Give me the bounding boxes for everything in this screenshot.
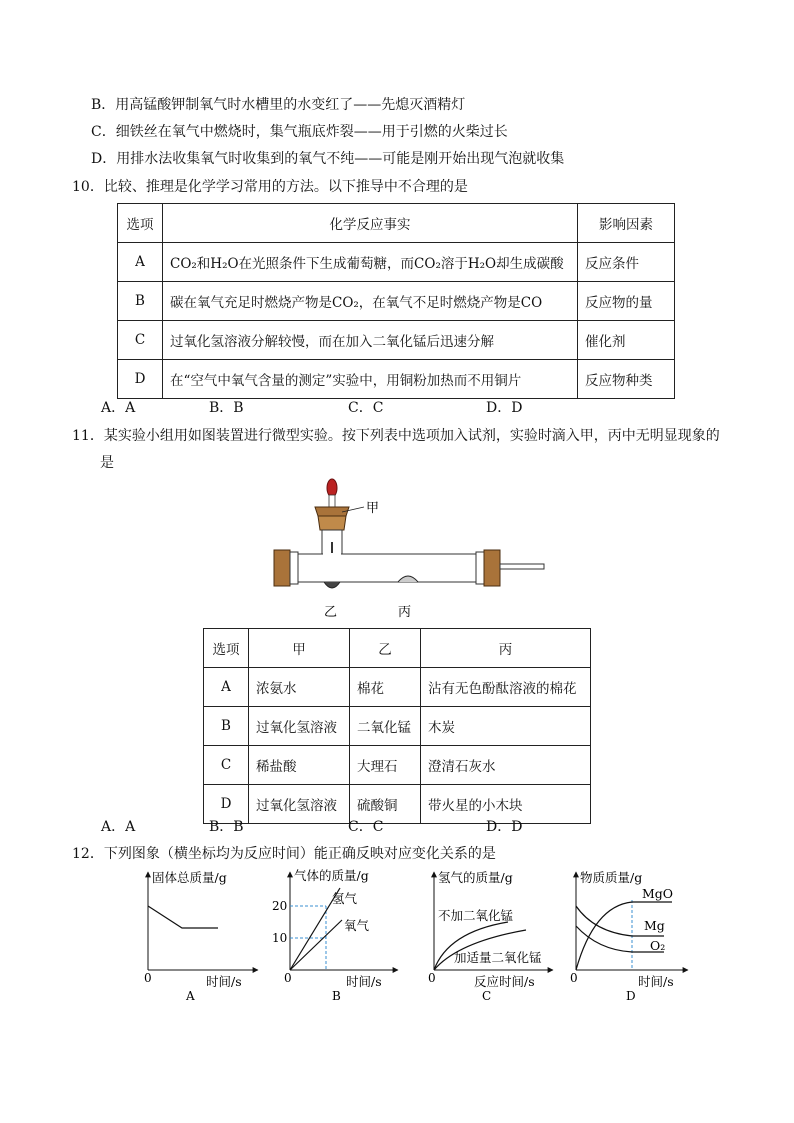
yi-bulge [324, 582, 340, 588]
header-option: 选项 [118, 204, 163, 243]
row-option: A [204, 668, 249, 707]
x-label: 时间/s [346, 974, 382, 989]
y-label: 氢气的质量/g [438, 870, 513, 885]
tick-20: 20 [272, 899, 288, 913]
q10-choice-a: A．A [101, 400, 136, 416]
y-label: 气体的质量/g [294, 868, 369, 883]
graph-b [270, 866, 405, 1006]
row-bing: 带火星的小木块 [421, 785, 591, 824]
right-collar [476, 552, 484, 584]
x-label: 时间/s [638, 974, 674, 989]
q11-choice-b: B．B [209, 819, 244, 835]
table-row [118, 243, 675, 282]
left-stopper [274, 550, 290, 586]
label-yi: 乙 [324, 605, 338, 620]
row-bing: 木炭 [421, 707, 591, 746]
y-label: 固体总质量/g [152, 870, 227, 885]
curve-label-no-catalyst: 不加二氧化锰 [438, 908, 514, 923]
q11-choice-a: A．A [101, 819, 136, 835]
row-jia: 过氧化氢溶液 [249, 785, 350, 824]
hydrogen-label: 氢气 [332, 891, 358, 906]
origin-label: 0 [284, 971, 292, 985]
q10-table [117, 203, 675, 399]
header-factor: 影响因素 [578, 204, 675, 243]
q10-stem: 10．比较、推理是化学学习常用的方法。以下推导中不合理的是 [72, 179, 468, 195]
caption: C [482, 989, 492, 1003]
oxygen-label: 氧气 [344, 918, 370, 933]
row-factor: 反应物种类 [578, 360, 675, 399]
q11-stem-line1: 11．某实验小组用如图装置进行微型实验。按下列表中选项加入试剂，实验时滴入甲，丙中无明显现象的 [72, 428, 720, 444]
q9-option-b: B．用高锰酸钾制氧气时水槽里的水变红了——先熄灭酒精灯 [91, 97, 466, 113]
row-fact: 碳在氧气充足时燃烧产物是CO₂，在氧气不足时燃烧产物是CO [163, 282, 578, 321]
row-jia: 过氧化氢溶液 [249, 707, 350, 746]
dropper-bulb [327, 479, 337, 497]
label-jia: 甲 [366, 501, 380, 516]
table-row [204, 707, 591, 746]
header-yi: 乙 [350, 629, 421, 668]
table-header-row [204, 629, 591, 668]
graph-d [564, 866, 694, 1006]
row-yi: 大理石 [350, 746, 421, 785]
row-yi: 二氧化锰 [350, 707, 421, 746]
apparatus-diagram [260, 470, 560, 620]
row-option: C [118, 321, 163, 360]
q9-option-c: C．细铁丝在氧气中燃烧时，集气瓶底炸裂——用于引燃的火柴过长 [91, 124, 508, 140]
row-factor: 催化剂 [578, 321, 675, 360]
row-option: B [204, 707, 249, 746]
row-bing: 沾有无色酚酞溶液的棉花 [421, 668, 591, 707]
left-collar [290, 552, 298, 584]
mg-label: Mg [644, 918, 665, 933]
caption: A [186, 989, 195, 1003]
origin-label: 0 [144, 971, 152, 985]
row-yi: 棉花 [350, 668, 421, 707]
dropper-stem [329, 495, 335, 507]
right-stopper [484, 550, 500, 586]
tick-10: 10 [272, 931, 288, 945]
q11-choice-d: D．D [486, 819, 523, 835]
row-jia: 稀盐酸 [249, 746, 350, 785]
table-row [118, 321, 675, 360]
table-row [118, 360, 675, 399]
row-fact: 过氧化氢溶液分解较慢，而在加入二氧化锰后迅速分解 [163, 321, 578, 360]
q11-choice-c: C．C [348, 819, 384, 835]
q9-option-d: D．用排水法收集氧气时收集到的氧气不纯——可能是刚开始出现气泡就收集 [91, 151, 565, 167]
o2-label: O₂ [650, 938, 666, 953]
table-row [204, 668, 591, 707]
q10-choice-b: B．B [209, 400, 244, 416]
curve-label-with-catalyst: 加适量二氧化锰 [454, 950, 542, 965]
outlet-tube [500, 564, 544, 569]
q12-stem: 12．下列图象（横坐标均为反应时间）能正确反映对应变化关系的是 [72, 846, 496, 862]
main-tube [292, 554, 492, 582]
solid-mass-line [148, 906, 218, 928]
x-label: 时间/s [206, 974, 242, 989]
header-bing: 丙 [421, 629, 591, 668]
table-row [118, 282, 675, 321]
row-yi: 硫酸铜 [350, 785, 421, 824]
row-bing: 澄清石灰水 [421, 746, 591, 785]
graph-c [418, 866, 558, 1006]
header-jia: 甲 [249, 629, 350, 668]
table-row [204, 785, 591, 824]
row-option: C [204, 746, 249, 785]
mgo-label: MgO [642, 886, 674, 901]
header-option: 选项 [204, 629, 249, 668]
tube-joint [323, 553, 341, 556]
row-factor: 反应条件 [578, 243, 675, 282]
row-option: B [118, 282, 163, 321]
q11-stem-line2: 是 [100, 455, 114, 471]
top-stopper-lower [318, 516, 346, 530]
caption: D [626, 989, 636, 1003]
caption: B [332, 989, 341, 1003]
q10-choice-c: C．C [348, 400, 384, 416]
row-jia: 浓氨水 [249, 668, 350, 707]
origin-label: 0 [570, 971, 578, 985]
q11-table [203, 628, 591, 824]
row-fact: CO₂和H₂O在光照条件下生成葡萄糖，而CO₂溶于H₂O却生成碳酸 [163, 243, 578, 282]
row-option: D [118, 360, 163, 399]
row-fact: 在“空气中氧气含量的测定”实验中，用铜粉加热而不用铜片 [163, 360, 578, 399]
row-factor: 反应物的量 [578, 282, 675, 321]
header-fact: 化学反应事实 [163, 204, 578, 243]
table-row [204, 746, 591, 785]
row-option: A [118, 243, 163, 282]
x-label: 反应时间/s [474, 974, 535, 989]
y-label: 物质质量/g [580, 870, 643, 885]
label-bing: 丙 [398, 605, 412, 620]
row-option: D [204, 785, 249, 824]
graph-a [130, 866, 265, 1006]
q10-choice-d: D．D [486, 400, 523, 416]
table-header-row [118, 204, 675, 243]
origin-label: 0 [428, 971, 436, 985]
